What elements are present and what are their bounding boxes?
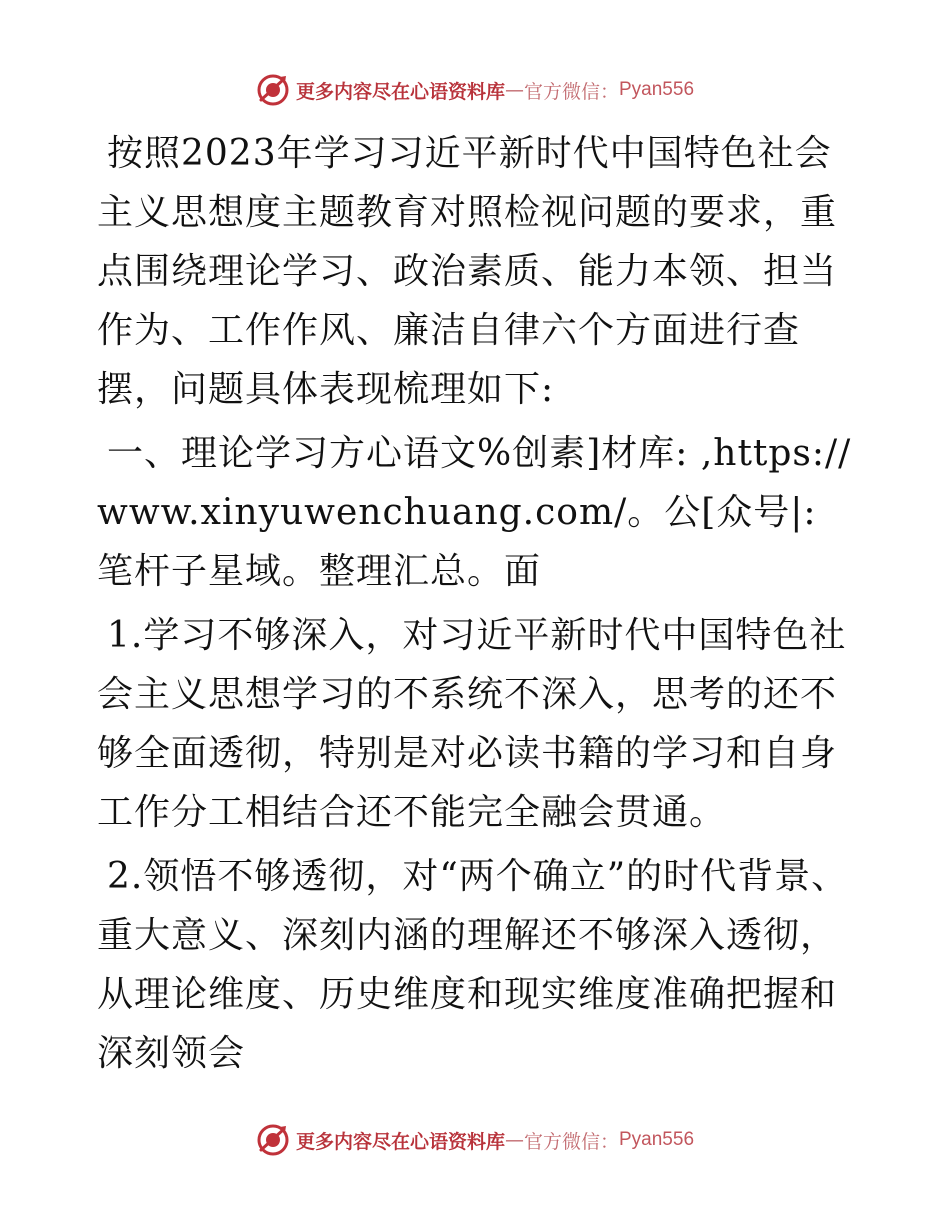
header-site-name: 更多内容尽在心语资料库 [295,80,505,103]
item-2-paragraph: 2.领悟不够透彻，对“两个确立”的时代背景、重大意义、深刻内涵的理解还不够深入透彻，从理论维度、历史维度和现实维度准确把握和深刻领会 [97,856,849,1074]
header-banner [0,70,950,110]
document-body [97,124,857,1083]
header-dash: — [504,79,524,101]
brand-logo-icon [256,73,290,107]
intro-paragraph: 按照2023年学习习近平新时代中国特色社会主义思想度主题教育对照检视问题的要求，重点围绕理论学习、政治素质、能力本领、担当作为、工作作风、廉洁自律六个方面进行查摆，问题具体表现梳理如下: [97,133,838,410]
footer-dash: — [504,1129,524,1151]
header-banner-text [296,77,694,104]
footer-banner [0,1120,950,1160]
footer-banner-text [296,1127,694,1154]
footer-wechat-label: 官方微信： [523,1130,619,1153]
footer-site-name: 更多内容尽在心语资料库 [295,1130,505,1153]
footer-wechat-id: Pyan556 [619,1129,695,1150]
header-wechat-label: 官方微信： [523,80,619,103]
section-heading-theory-study: 一、理论学习方心语文%创素]材库: ,https://www.xinyuwenchuang.com/。公[众号|: 笔杆子星域。整理汇总。面 [97,433,852,592]
item-1-paragraph: 1.学习不够深入，对习近平新时代中国特色社会主义思想学习的不系统不深入，思考的还不够全面透彻，特别是对必读书籍的学习和自身工作分工相结合还不能完全融会贯通。 [97,615,847,833]
brand-logo-icon [256,1123,290,1157]
header-wechat-id: Pyan556 [619,79,695,100]
